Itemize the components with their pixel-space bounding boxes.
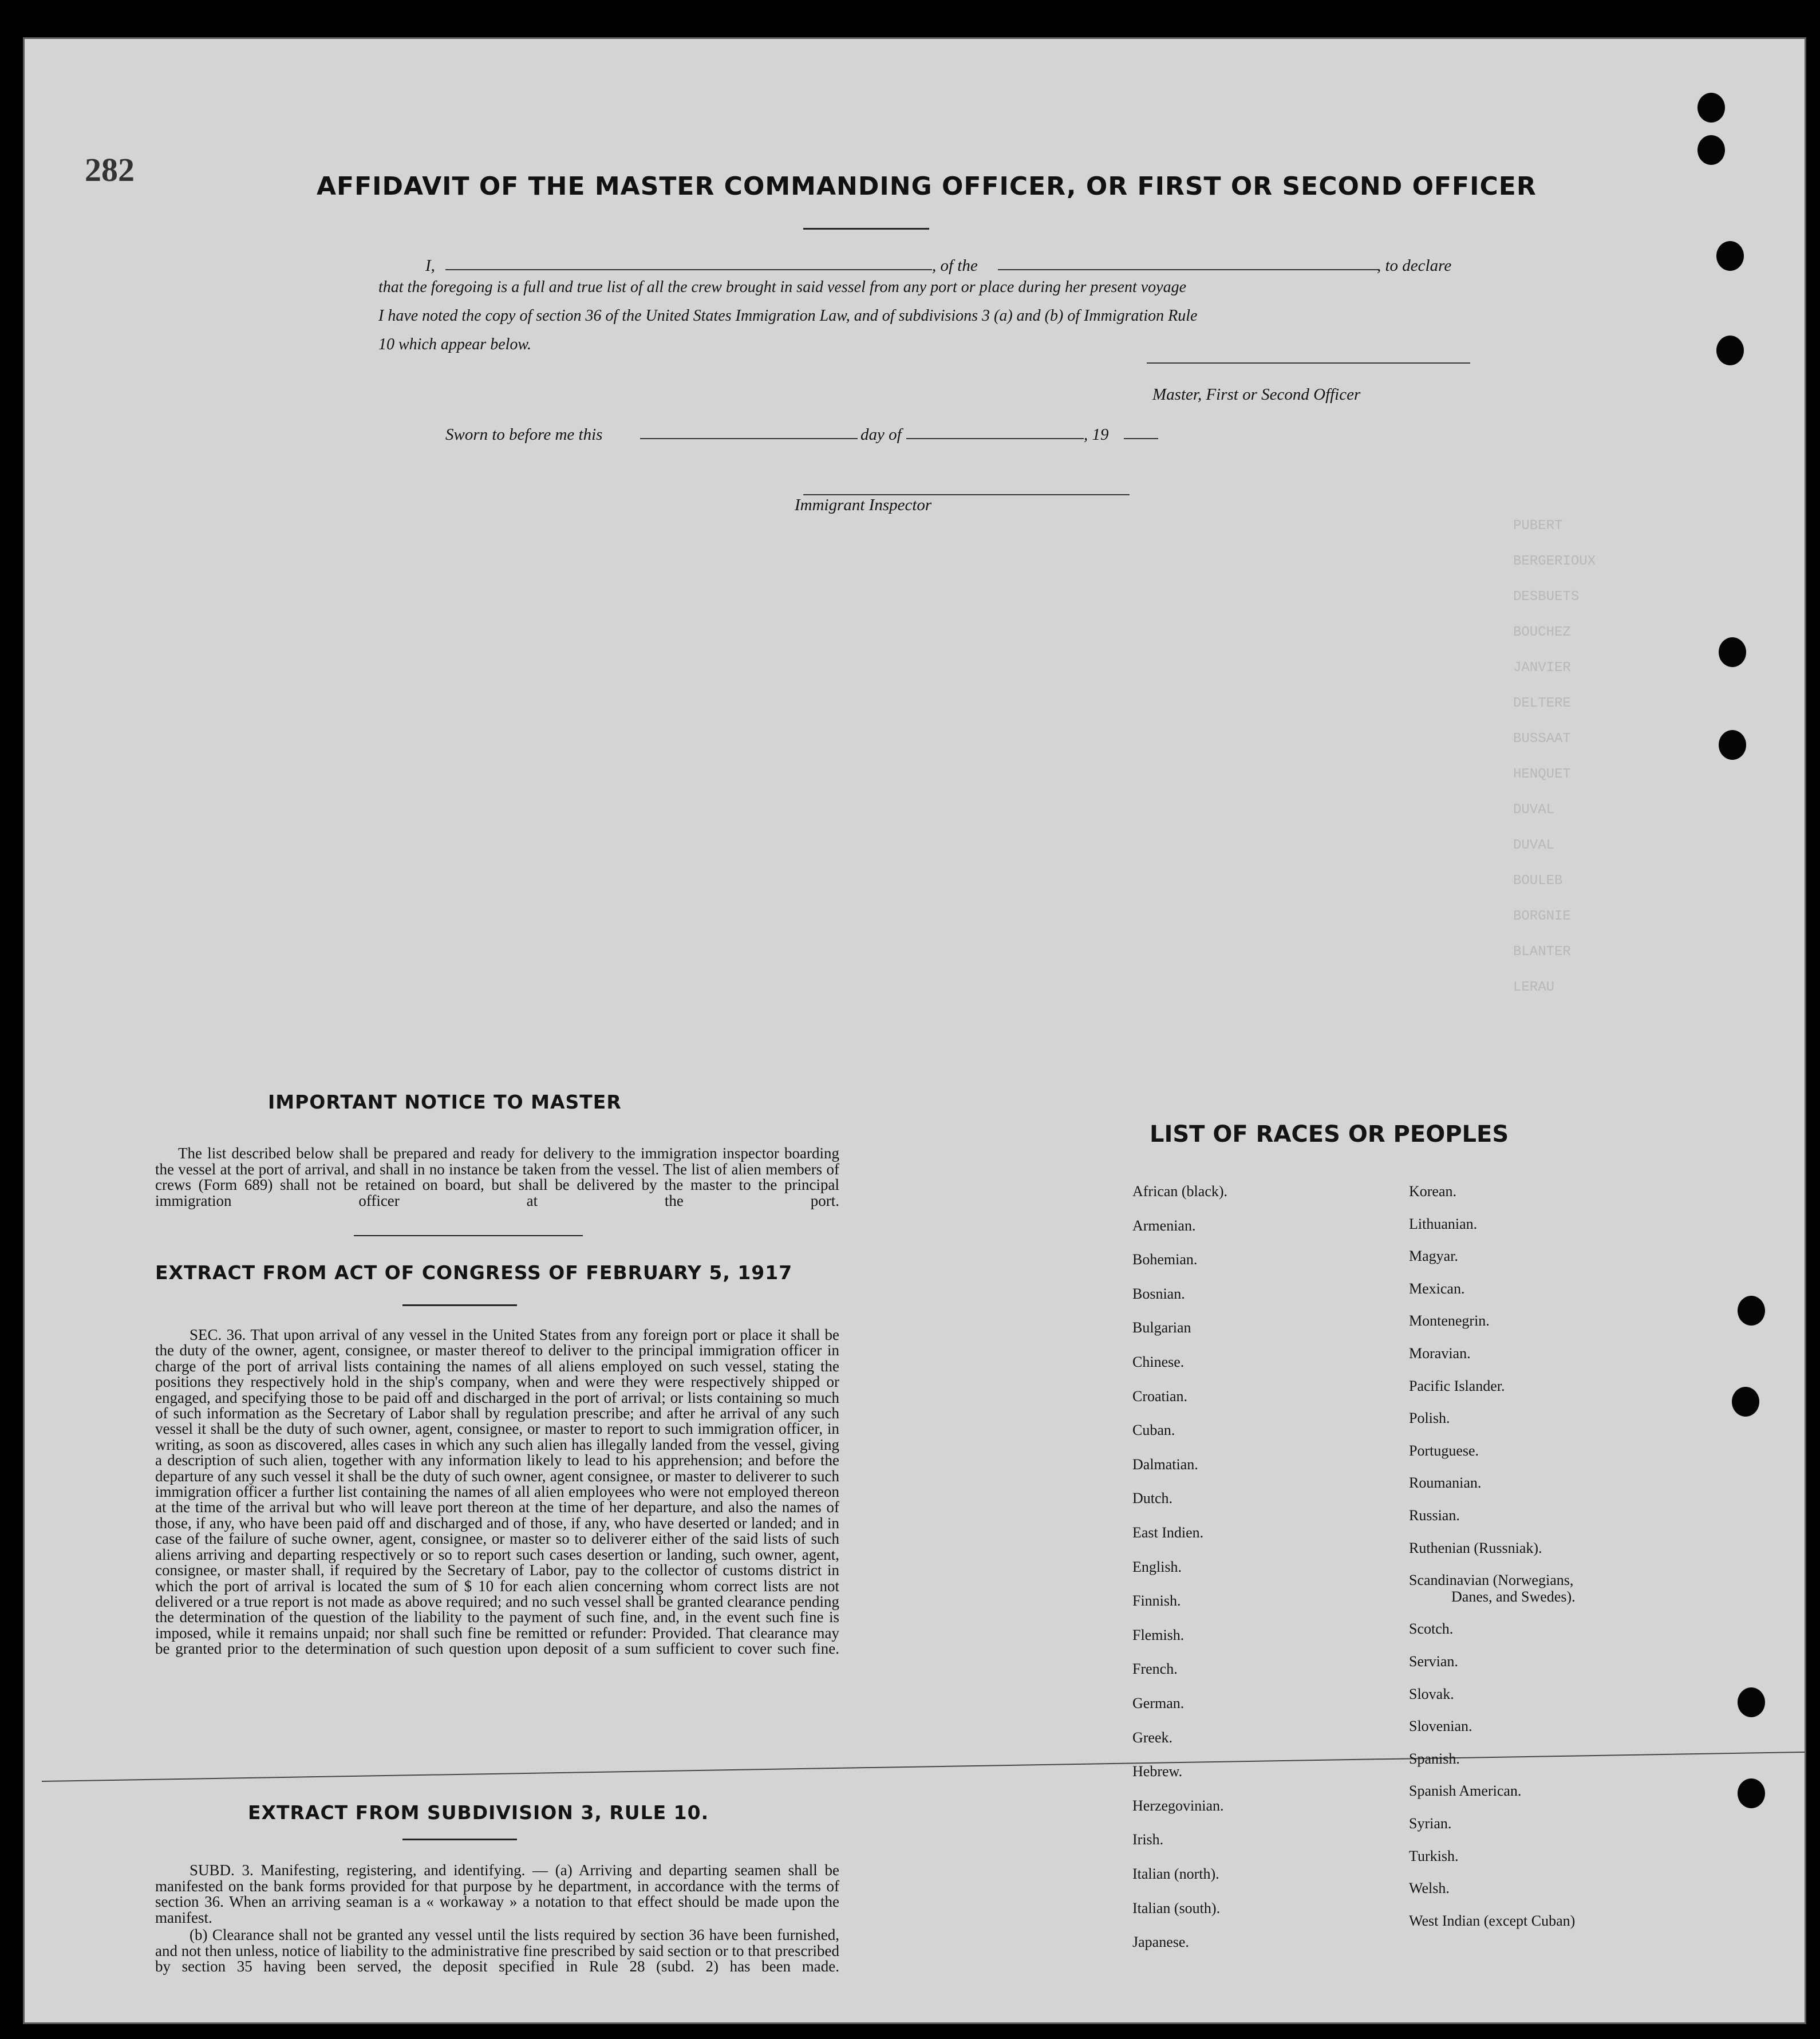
binder-hole [1719,637,1746,667]
act-extract-title: EXTRACT FROM ACT OF CONGRESS OF FEBRUARY 5, 1917 [155,1261,793,1284]
race-item: Bohemian. [1132,1251,1198,1268]
binder-hole [1697,93,1725,123]
affidavit-title-rule [803,228,929,230]
sworn-year-prefix: , 19 [1084,425,1109,444]
binder-hole [1716,241,1744,271]
race-item: Russian. [1409,1507,1460,1524]
race-item: Irish. [1132,1831,1164,1848]
race-item: Servian. [1409,1653,1458,1670]
race-item: Roumanian. [1409,1474,1482,1492]
race-item: Hebrew. [1132,1763,1183,1780]
race-item: Montenegrin. [1409,1312,1490,1330]
race-item: Danes, and Swedes). [1451,1588,1576,1605]
vessel-name-field[interactable] [998,269,1379,270]
sworn-year-field[interactable] [1124,438,1158,439]
race-item: Syrian. [1409,1815,1452,1832]
race-item: Pacific Islander. [1409,1377,1505,1394]
binder-hole [1697,135,1725,165]
race-item: Magyar. [1409,1248,1458,1265]
race-item: West Indian (except Cuban) [1409,1912,1576,1929]
sworn-label: Sworn to before me this [445,425,603,444]
sworn-day-field[interactable] [640,438,858,439]
race-item: Italian (north). [1132,1866,1219,1882]
race-item: Bulgarian [1132,1319,1191,1336]
race-item: French. [1132,1661,1178,1678]
sworn-month-field[interactable] [906,438,1084,439]
race-item: Greek. [1132,1729,1173,1746]
race-item: Bosnian. [1132,1285,1185,1302]
sworn-day-of: day of [860,425,902,444]
race-item: Scotch. [1409,1620,1454,1638]
race-item: Ruthenian (Russniak). [1409,1539,1542,1556]
act-extract-text: SEC. 36. That upon arrival of any vessel in the United States from any foreign port or place it shall be the duty of the owner, agent, consignee, or master thereof to deliver to the principal immigration officer in charge of the port of arrival lists containing the names of all aliens employed on such vessel, stating the positions they respectively hold in the ship's company, when and were they were respectively shipped or engaged, and specifying those to be paid off and discharged in the port of arrival; or lists containing so much of such information as the Secretary of Labor shall by regulation prescribe; and after he arrival of any such vessel it shall be the duty of such owner, agent, consignee, or master to report to such immigration officer, in writing, as soon as discovered, alles cases in which any such alien has illegally landed from the vessel, giving a description of such alien, together with any information likely to lead to his apprehension; and before the departure of any such vessel it shall be the duty of such owner, agent consignee, or master to deliverer to such immigration officer a further list containing the names of all alien employees who were not employed thereon at the time of the arrival but who will leave port thereon at the time of her departure, and also the names of those, if any, who have been paid off and discharged and of those, if any, who have deserted or landed; and in case of the failure of suche owner, agent, consignee, or master so to deliverer either of the said lists of such aliens arriving and departing respectively or so to report such cases desertion or landing, such owner, agent, consignee, or master shall, if required by the Secretary of Labor, pay to the collector of customs district in which the port of arrival is located the sum of $ 10 for each alien concerning whom correct lists are not delivered or a true report is not made as above required; and no such vessel shall be granted clearance pending the determination of the question of the liability to the payment of such fine, and, in the event such fine is imposed, while it remains unpaid; nor shall such fine be remitted or refunder: Provided. That clearance may be granted prior to the determination of such question upon deposit of a sum sufficient to cover such fine. [155,1326,839,1658]
master-name-field[interactable] [445,269,932,270]
race-item: Welsh. [1409,1880,1450,1897]
race-item: Spanish American. [1409,1782,1522,1800]
notice-title: IMPORTANT NOTICE TO MASTER [268,1091,622,1113]
race-item: Dalmatian. [1132,1456,1198,1473]
race-item: English. [1132,1558,1182,1575]
race-item: Slovak. [1409,1685,1454,1702]
binder-hole [1738,1296,1765,1326]
race-item: Japanese. [1132,1934,1189,1951]
race-item: Lithuanian. [1409,1215,1478,1232]
binder-hole [1716,336,1744,365]
inspector-label: Immigrant Inspector [795,496,932,514]
rule-extract-rule [402,1839,517,1840]
affidavit-title: AFFIDAVIT OF THE MASTER COMMANDING OFFICER, OR FIRST OR SECOND OFFICER [317,172,1537,201]
notice-rule [354,1235,583,1236]
affidavit-line-3: I have noted the copy of section 36 of the United States Immigration Law, and of subdivisions 3 (a) and (b) of Immigration Rule [378,307,1198,325]
race-item: Herzegovinian. [1132,1797,1224,1814]
race-item: Chinese. [1132,1354,1185,1370]
race-item: Dutch. [1132,1490,1173,1507]
race-item: Armenian. [1132,1217,1196,1234]
affidavit-line-2: that the foregoing is a full and true list of all the crew brought in said vessel from any port or place during her present voyage [378,278,1187,296]
bleed-through-column: PUBERT BERGERIOUX DESBUETS BOUCHEZ JANVIER DELTERE BUSSAAT HENQUET DUVAL DUVAL BOULEB BORGNIE BLANTER LERAU [1513,518,1596,995]
race-item: Cuban. [1132,1422,1175,1439]
binder-hole [1719,730,1746,760]
binder-hole [1732,1387,1759,1417]
binder-hole [1738,1778,1765,1808]
race-item: Moravian. [1409,1345,1471,1362]
binder-hole [1738,1687,1765,1717]
race-item: East Indien. [1132,1524,1204,1541]
race-item: Flemish. [1132,1626,1185,1643]
race-item: Turkish. [1409,1847,1459,1864]
race-item: Korean. [1409,1183,1457,1200]
races-title: LIST OF RACES OR PEOPLES [1150,1121,1509,1147]
race-item: African (black). [1132,1183,1228,1200]
rule-extract-title: EXTRACT FROM SUBDIVISION 3, RULE 10. [248,1801,709,1824]
master-signature-label: Master, First or Second Officer [1152,385,1361,404]
act-extract-rule [402,1304,517,1306]
page-number: 282 [85,151,135,188]
affidavit-of-the: , of the [932,257,978,275]
rule-extract-text-a: SUBD. 3. Manifesting, registering, and identifying. — (a) Arriving and departing seamen shall be manifested on the bank forms provided for that purpose by he department, in accordance with the terms of section 36. When an arriving seaman is a « workaway » a notation to that effect should be made upon the manifest. [155,1861,839,1926]
race-item: Scandinavian (Norwegians, [1409,1572,1574,1589]
affidavit-line-4: 10 which appear below. [378,336,532,353]
race-item: Mexican. [1409,1280,1465,1297]
document-page [23,37,1806,2024]
race-item: Croatian. [1132,1387,1188,1405]
notice-text: The list described below shall be prepared and ready for delivery to the immigration inspector boarding the vessel at the port of arrival, and shall in no instance be taken from the vessel. The list of alien members of crews (Form 689) shall not be retained on board, but shall be delivered by the master to the principal immigration officer at the port. [155,1145,839,1209]
inspector-signature-field[interactable] [803,494,1130,495]
master-signature-field[interactable] [1147,362,1470,364]
race-item: Finnish. [1132,1592,1181,1610]
rule-extract-text-b: (b) Clearance shall not be granted any vessel until the lists required by section 36 have been furnished, and not then unless, notice of liability to the administrative fine prescribed by said section or to that prescribed by section 35 having been served, the deposit specified in Rule 28 (subd. 2) has been made. [155,1926,839,1975]
race-item: Polish. [1409,1410,1450,1427]
race-item: Slovenian. [1409,1718,1472,1735]
affidavit-i-label: I, [425,257,435,275]
affidavit-to-declare: , to declare [1377,257,1452,275]
race-item: Portuguese. [1409,1442,1479,1459]
race-item: German. [1132,1695,1185,1711]
scratch-line [42,1752,1806,1782]
race-item: Italian (south). [1132,1899,1221,1916]
race-item: Spanish. [1409,1750,1460,1767]
